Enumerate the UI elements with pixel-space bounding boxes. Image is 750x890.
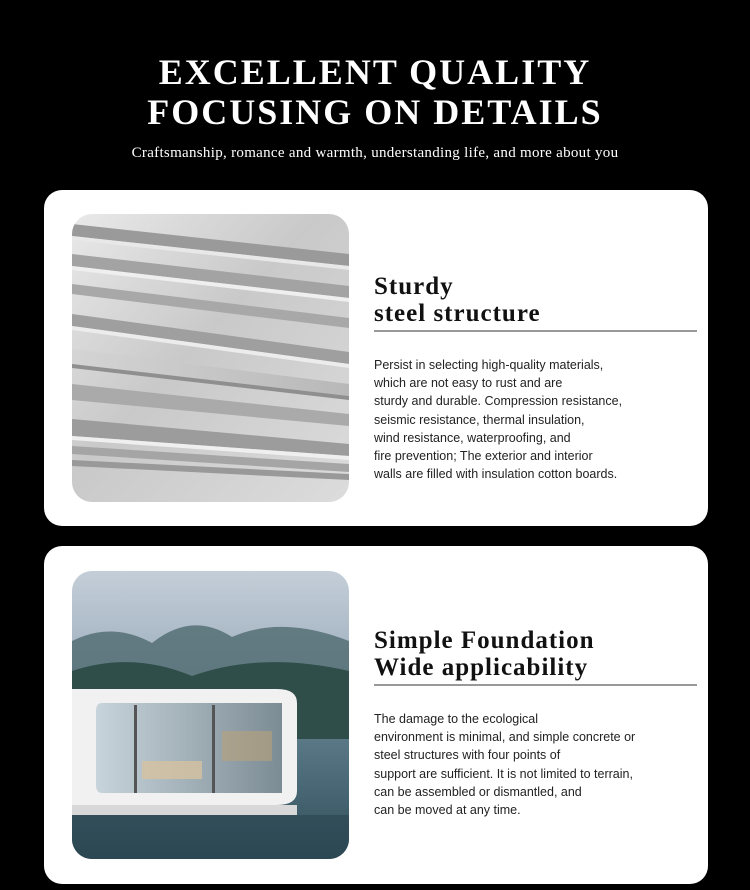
- description-line: Persist in selecting high-quality materials,: [374, 358, 604, 372]
- feature-card-foundation: [44, 546, 708, 884]
- description-line: which are not easy to rust and are: [374, 376, 563, 391]
- feature-text-foundation: [374, 627, 697, 819]
- description-line: fire prevention; The exterior and interior: [374, 449, 593, 464]
- page-header: [0, 0, 750, 190]
- page-title: [0, 52, 750, 132]
- feature-description: [374, 356, 697, 483]
- heading-line-1: Simple Foundation: [374, 627, 595, 654]
- description-line: seismic resistance, thermal insulation,: [374, 412, 585, 427]
- steel-sheets-image: [72, 214, 349, 502]
- description-line: can be assembled or dismantled, and: [374, 784, 582, 799]
- feature-heading: [374, 627, 697, 681]
- heading-line-1: Sturdy: [374, 273, 454, 300]
- description-line: can be moved at any time.: [374, 803, 521, 818]
- title-line-1: EXCELLENT QUALITY: [158, 52, 592, 92]
- capsule-house-lake-image: [72, 571, 349, 859]
- feature-text-steel: [374, 273, 697, 483]
- description-line: wind resistance, waterproofing, and: [374, 430, 571, 445]
- description-line: environment is minimal, and simple concrete or: [374, 730, 636, 745]
- heading-line-2: steel structure: [374, 300, 541, 327]
- heading-line-2: Wide applicability: [374, 654, 589, 681]
- description-line: sturdy and durable. Compression resistance,: [374, 394, 623, 409]
- feature-card-steel: [44, 190, 708, 526]
- description-line: The damage to the ecological: [374, 712, 538, 726]
- feature-description: [374, 710, 697, 819]
- description-line: walls are filled with insulation cotton boards.: [374, 467, 618, 482]
- page-subtitle: Craftsmanship, romance and warmth, understanding life, and more about you: [131, 145, 619, 161]
- heading-divider: [374, 684, 697, 686]
- feature-heading: [374, 273, 697, 327]
- description-line: support are sufficient. It is not limited to terrain,: [374, 766, 633, 781]
- heading-divider: [374, 330, 697, 332]
- description-line: steel structures with four points of: [374, 748, 561, 763]
- title-line-2: FOCUSING ON DETAILS: [147, 92, 603, 132]
